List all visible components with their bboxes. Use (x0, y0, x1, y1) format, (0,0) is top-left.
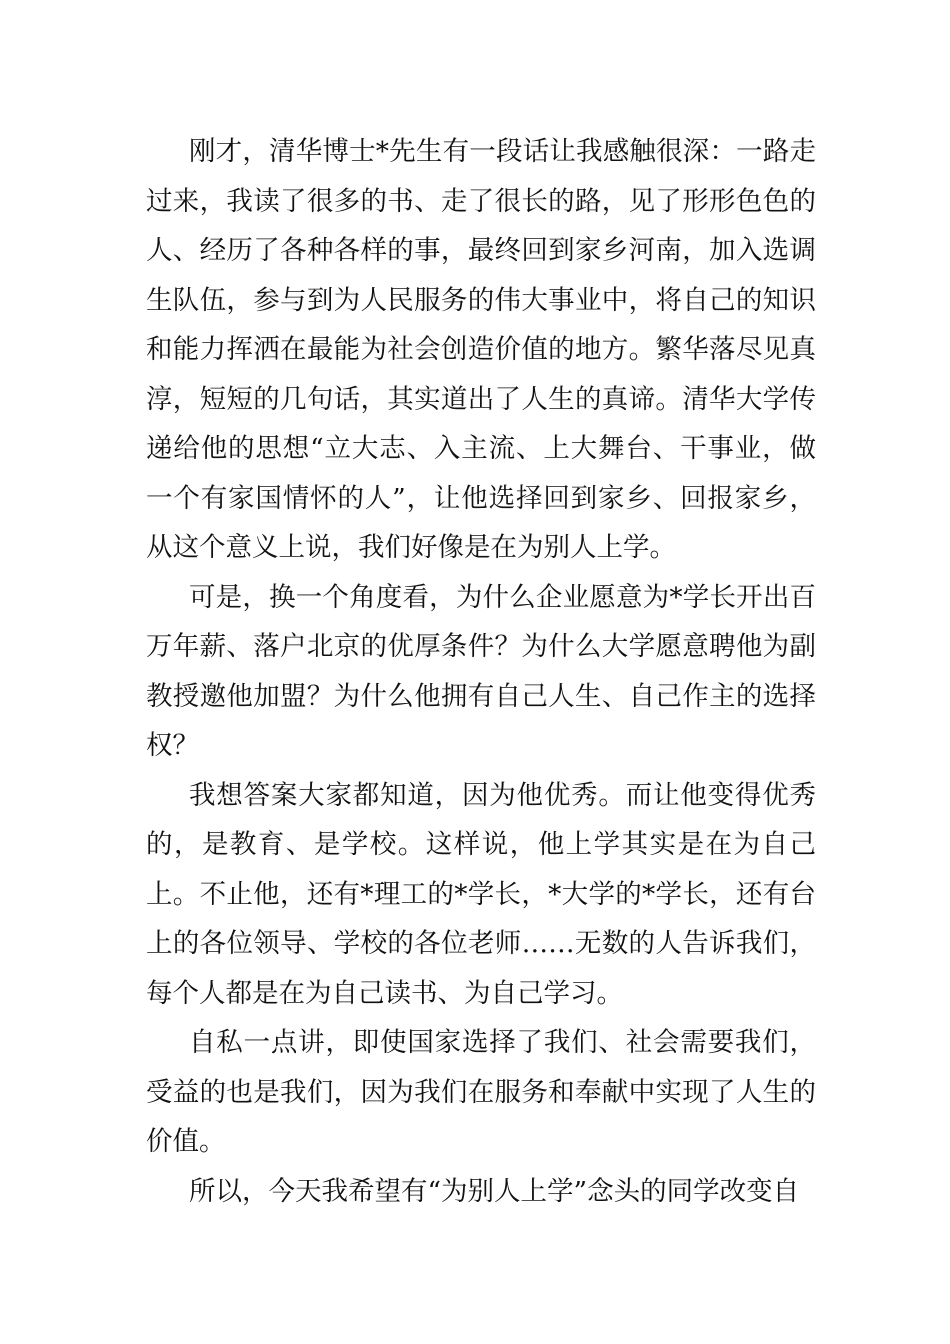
paragraph-4: 自私一点讲，即使国家选择了我们、社会需要我们，受益的也是我们，因为我们在服务和奉献中实现了人生的价值。 (146, 1027, 816, 1157)
document-body (146, 127, 816, 1216)
paragraph-2: 可是，换一个角度看，为什么企业愿意为*学长开出百万年薪、落户北京的优厚条件？为什么大学愿意聘他为副教授邀他加盟？为什么他拥有自己人生、自己作主的选择权？ (146, 581, 816, 761)
paragraph-5: 所以，今天我希望有“为别人上学”念头的同学改变自 (189, 1175, 800, 1207)
paragraph-1: 刚才，清华博士*先生有一段话让我感触很深：一路走过来，我读了很多的书、走了很长的路，见了形形色色的人、经历了各种各样的事，最终回到家乡河南，加入选调生队伍，参与到为人民服务的伟大事业中，将自己的知识和能力挥洒在最能为社会创造价值的地方。繁华落尽见真淳，短短的几句话，其实道出了人生的真谛。清华大学传递给他的思想“立大志、入主流、上大舞台、干事业，做一个有家国情怀的人”，让他选择回到家乡、回报家乡，从这个意义上说，我们好像是在为别人上学。 (146, 136, 816, 563)
paragraph-3: 我想答案大家都知道，因为他优秀。而让他变得优秀的，是教育、是学校。这样说，他上学其实是在为自己上。不止他，还有*理工的*学长，*大学的*学长，还有台上的各位领导、学校的各位老师……无数的人告诉我们，每个人都是在为自己读书、为自己学习。 (146, 779, 816, 1009)
